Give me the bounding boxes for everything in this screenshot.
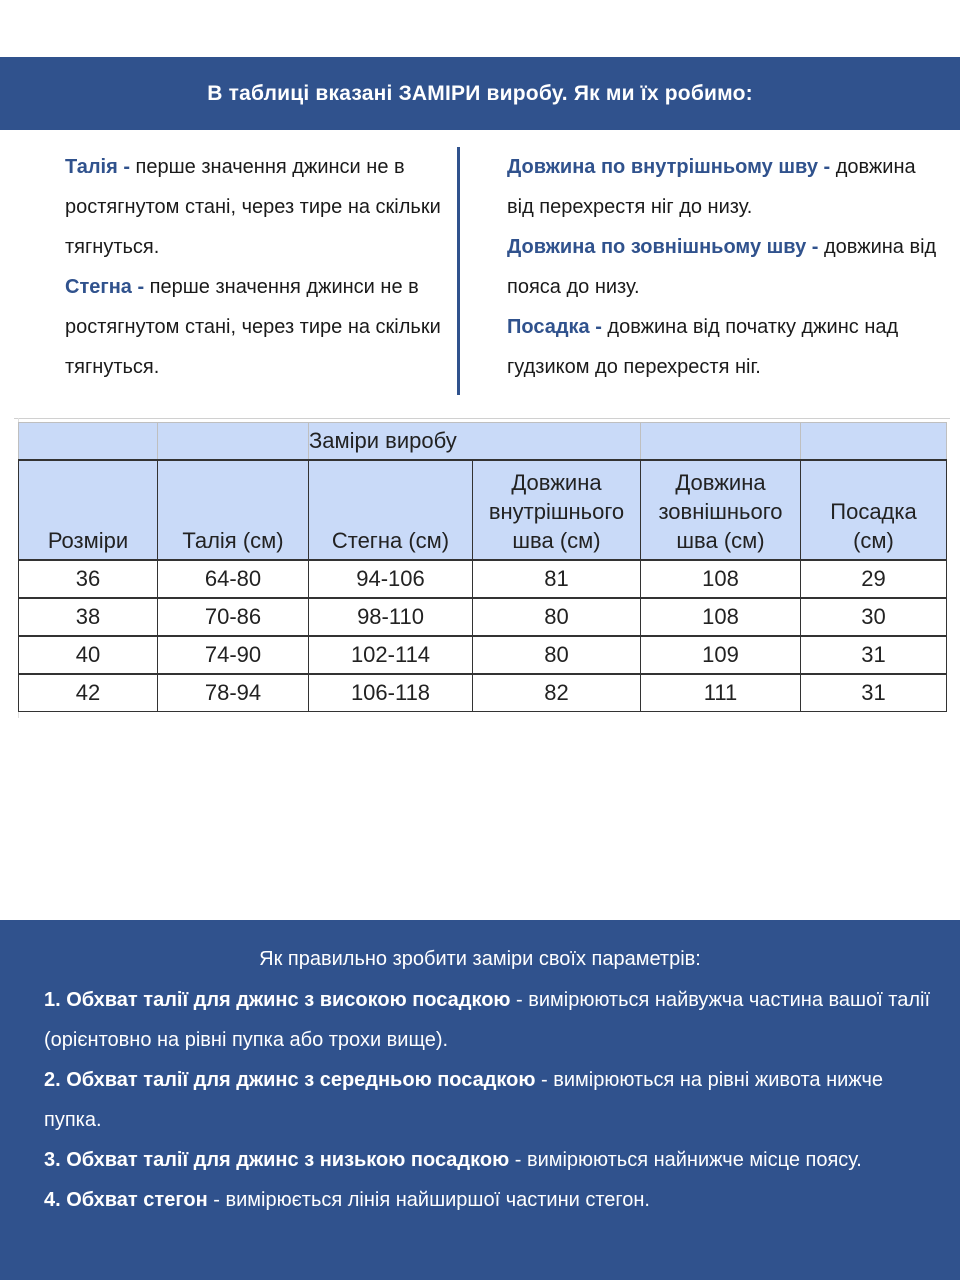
table-cell xyxy=(158,423,309,461)
cell-outseam: 111 xyxy=(641,674,801,712)
cell-size: 38 xyxy=(19,598,158,636)
instructions-list xyxy=(44,980,934,1220)
cell-inseam: 82 xyxy=(473,674,641,712)
definition-text: довжина від перехрестя ніг до низу. xyxy=(507,156,916,218)
definition-term: Талія - xyxy=(65,156,130,178)
definition-inseam xyxy=(507,147,947,227)
table-row xyxy=(19,560,947,598)
column-header-outseam-label: Довжина зовнішнього шва (см) xyxy=(658,470,783,553)
sheet-gridline xyxy=(14,418,950,419)
definition-hips xyxy=(65,267,445,387)
definitions-right xyxy=(507,147,947,387)
definitions-left xyxy=(65,147,445,387)
instruction-item xyxy=(44,980,934,1060)
table-cell xyxy=(19,423,158,461)
cell-outseam: 109 xyxy=(641,636,801,674)
definition-text: довжина від пояса до низу. xyxy=(507,236,937,298)
definition-text: перше значення джинси не в ростягнутом стані, через тире на скільки тягнуться. xyxy=(65,276,441,378)
definition-rise xyxy=(507,307,947,387)
cell-waist: 74-90 xyxy=(158,636,309,674)
instruction-text: - вимірюються найвужча частина вашої талії (орієнтовно на рівні пупка або трохи вище). xyxy=(44,989,931,1051)
cell-rise: 31 xyxy=(801,674,947,712)
instruction-title: 2. Обхват талії для джинс з середньою посадкою xyxy=(44,1069,536,1091)
instruction-title: 3. Обхват талії для джинс з низькою посадкою xyxy=(44,1149,510,1171)
instructions-heading: Як правильно зробити заміри своїх параметрів: xyxy=(259,948,701,970)
column-header-inseam xyxy=(473,460,641,560)
column-header-waist: Талія (см) xyxy=(158,460,309,560)
column-header-rise xyxy=(801,460,947,560)
definition-text: довжина від початку джинс над гудзиком до перехрестя ніг. xyxy=(507,316,899,378)
cell-rise: 30 xyxy=(801,598,947,636)
instruction-text: - вимірюються найнижче місце поясу. xyxy=(509,1149,862,1171)
cell-hips: 102-114 xyxy=(309,636,473,674)
cell-rise: 29 xyxy=(801,560,947,598)
table-header-row xyxy=(19,460,947,560)
cell-rise: 31 xyxy=(801,636,947,674)
cell-size: 36 xyxy=(19,560,158,598)
size-table-sheet xyxy=(14,418,950,718)
table-cell xyxy=(801,423,947,461)
table-group-header-row xyxy=(19,423,947,461)
instruction-text: - вимірюються на рівні живота нижче пупка. xyxy=(44,1069,884,1131)
cell-hips: 106-118 xyxy=(309,674,473,712)
column-header-outseam xyxy=(641,460,801,560)
cell-inseam: 80 xyxy=(473,636,641,674)
column-divider xyxy=(457,147,460,395)
table-cell xyxy=(641,423,801,461)
definitions-section xyxy=(0,130,960,410)
definition-outseam xyxy=(507,227,947,307)
cell-inseam: 81 xyxy=(473,560,641,598)
size-table xyxy=(18,422,947,712)
top-banner xyxy=(0,57,960,130)
cell-waist: 70-86 xyxy=(158,598,309,636)
definition-term: Посадка - xyxy=(507,316,602,338)
definition-waist xyxy=(65,147,445,267)
column-header-rise-label: Посадка (см) xyxy=(830,499,917,553)
column-header-size: Розміри xyxy=(19,460,158,560)
instruction-item xyxy=(44,1140,934,1180)
cell-size: 42 xyxy=(19,674,158,712)
instruction-title: 1. Обхват талії для джинс з високою посадкою xyxy=(44,989,511,1011)
cell-size: 40 xyxy=(19,636,158,674)
table-row xyxy=(19,636,947,674)
definition-text: перше значення джинси не в ростягнутом стані, через тире на скільки тягнуться. xyxy=(65,156,441,258)
definition-term: Довжина по внутрішньому шву - xyxy=(507,156,831,178)
table-group-header xyxy=(309,423,641,461)
column-header-hips: Стегна (см) xyxy=(309,460,473,560)
instruction-title: 4. Обхват стегон xyxy=(44,1189,208,1211)
cell-outseam: 108 xyxy=(641,560,801,598)
banner-title: В таблиці вказані ЗАМІРИ виробу. Як ми їх робимо: xyxy=(207,82,753,105)
group-header-label: Заміри виробу xyxy=(309,428,457,453)
instruction-item xyxy=(44,1180,934,1220)
instruction-item xyxy=(44,1060,934,1140)
cell-hips: 98-110 xyxy=(309,598,473,636)
column-header-inseam-label: Довжина внутрішнього шва (см) xyxy=(488,470,625,553)
cell-hips: 94-106 xyxy=(309,560,473,598)
table-row xyxy=(19,674,947,712)
definition-term: Довжина по зовнішньому шву - xyxy=(507,236,819,258)
cell-waist: 78-94 xyxy=(158,674,309,712)
definition-term: Стегна - xyxy=(65,276,145,298)
instruction-text: - вимірюється лінія найширшої частини стегон. xyxy=(207,1189,650,1211)
instructions-panel xyxy=(0,920,960,1280)
cell-outseam: 108 xyxy=(641,598,801,636)
table-row xyxy=(19,598,947,636)
cell-waist: 64-80 xyxy=(158,560,309,598)
cell-inseam: 80 xyxy=(473,598,641,636)
